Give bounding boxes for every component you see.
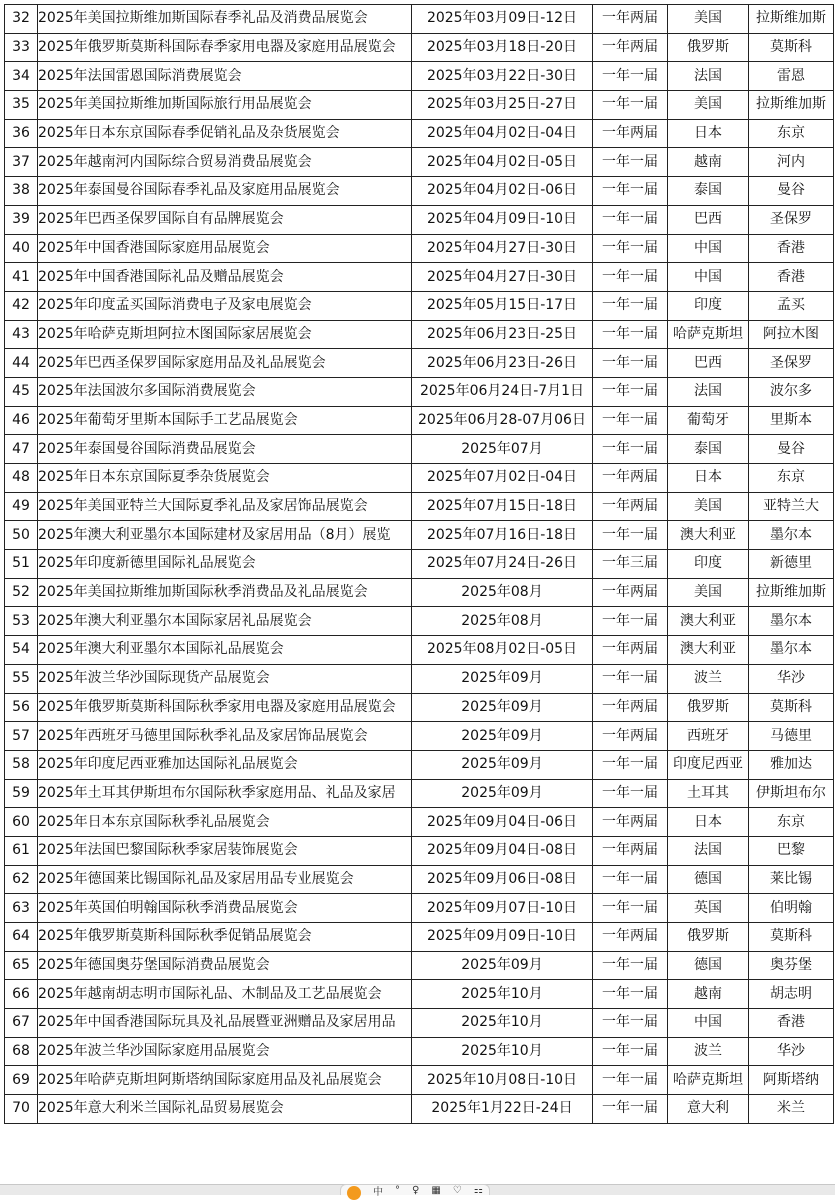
exhibition-date: 2025年04月02日-04日 bbox=[412, 119, 593, 148]
table-row bbox=[5, 693, 834, 722]
exhibition-date: 2025年06月23日-25日 bbox=[412, 320, 593, 349]
table-row bbox=[5, 894, 834, 923]
exhibition-name: 2025年日本东京国际夏季杂货展览会 bbox=[38, 464, 412, 493]
exhibition-country: 哈萨克斯坦 bbox=[668, 320, 749, 349]
table-row bbox=[5, 607, 834, 636]
table-row bbox=[5, 636, 834, 665]
exhibition-date: 2025年06月24日-7月1日 bbox=[412, 377, 593, 406]
exhibition-frequency: 一年一届 bbox=[593, 1095, 668, 1124]
exhibition-city: 墨尔本 bbox=[749, 607, 834, 636]
exhibition-country: 中国 bbox=[668, 263, 749, 292]
table-row bbox=[5, 205, 834, 234]
exhibition-frequency: 一年两届 bbox=[593, 119, 668, 148]
table-row bbox=[5, 492, 834, 521]
exhibition-country: 法国 bbox=[668, 62, 749, 91]
exhibition-city: 墨尔本 bbox=[749, 521, 834, 550]
row-number: 67 bbox=[5, 1009, 38, 1038]
exhibition-name: 2025年美国拉斯维加斯国际春季礼品及消费品展览会 bbox=[38, 5, 412, 34]
exhibition-country: 澳大利亚 bbox=[668, 607, 749, 636]
row-number: 66 bbox=[5, 980, 38, 1009]
exhibition-country: 印度 bbox=[668, 291, 749, 320]
table-row bbox=[5, 62, 834, 91]
exhibition-frequency: 一年一届 bbox=[593, 894, 668, 923]
exhibition-city: 东京 bbox=[749, 808, 834, 837]
exhibition-country: 土耳其 bbox=[668, 779, 749, 808]
exhibition-date: 2025年08月 bbox=[412, 607, 593, 636]
exhibition-date: 2025年09月 bbox=[412, 722, 593, 751]
exhibition-date: 2025年09月 bbox=[412, 750, 593, 779]
row-number: 38 bbox=[5, 177, 38, 206]
exhibition-name: 2025年哈萨克斯坦阿斯塔纳国际家庭用品及礼品展览会 bbox=[38, 1066, 412, 1095]
exhibition-frequency: 一年两届 bbox=[593, 636, 668, 665]
exhibition-country: 英国 bbox=[668, 894, 749, 923]
exhibition-frequency: 一年一届 bbox=[593, 377, 668, 406]
table-row bbox=[5, 923, 834, 952]
exhibition-city: 巴黎 bbox=[749, 836, 834, 865]
row-number: 52 bbox=[5, 578, 38, 607]
exhibition-date: 2025年03月18日-20日 bbox=[412, 33, 593, 62]
exhibition-country: 德国 bbox=[668, 865, 749, 894]
row-number: 35 bbox=[5, 91, 38, 120]
exhibition-name: 2025年泰国曼谷国际消费品展览会 bbox=[38, 435, 412, 464]
exhibition-name: 2025年法国巴黎国际秋季家居装饰展览会 bbox=[38, 836, 412, 865]
exhibition-date: 2025年09月09日-10日 bbox=[412, 923, 593, 952]
exhibition-date: 2025年03月25日-27日 bbox=[412, 91, 593, 120]
exhibition-frequency: 一年一届 bbox=[593, 951, 668, 980]
table-row bbox=[5, 119, 834, 148]
table-row bbox=[5, 808, 834, 837]
row-number: 42 bbox=[5, 291, 38, 320]
exhibition-country: 德国 bbox=[668, 951, 749, 980]
exhibition-frequency: 一年两届 bbox=[593, 578, 668, 607]
table-row bbox=[5, 722, 834, 751]
row-number: 43 bbox=[5, 320, 38, 349]
exhibition-name: 2025年越南胡志明市国际礼品、木制品及工艺品展览会 bbox=[38, 980, 412, 1009]
exhibition-city: 华沙 bbox=[749, 664, 834, 693]
exhibition-city: 伯明翰 bbox=[749, 894, 834, 923]
exhibition-name: 2025年澳大利亚墨尔本国际礼品展览会 bbox=[38, 636, 412, 665]
exhibition-date: 2025年1月22日-24日 bbox=[412, 1095, 593, 1124]
row-number: 48 bbox=[5, 464, 38, 493]
exhibition-name: 2025年俄罗斯莫斯科国际春季家用电器及家庭用品展览会 bbox=[38, 33, 412, 62]
exhibition-country: 波兰 bbox=[668, 1037, 749, 1066]
exhibition-date: 2025年09月06日-08日 bbox=[412, 865, 593, 894]
ime-tools-icon[interactable]: ⚏ bbox=[473, 1184, 483, 1196]
row-number: 34 bbox=[5, 62, 38, 91]
exhibition-name: 2025年法国波尔多国际消费展览会 bbox=[38, 377, 412, 406]
exhibition-city: 拉斯维加斯 bbox=[749, 5, 834, 34]
exhibition-city: 里斯本 bbox=[749, 406, 834, 435]
exhibition-name: 2025年美国亚特兰大国际夏季礼品及家居饰品展览会 bbox=[38, 492, 412, 521]
exhibition-country: 俄罗斯 bbox=[668, 923, 749, 952]
exhibition-country: 泰国 bbox=[668, 177, 749, 206]
exhibition-frequency: 一年一届 bbox=[593, 263, 668, 292]
exhibition-city: 雷恩 bbox=[749, 62, 834, 91]
exhibition-name: 2025年巴西圣保罗国际家庭用品及礼品展览会 bbox=[38, 349, 412, 378]
exhibition-city: 华沙 bbox=[749, 1037, 834, 1066]
exhibition-frequency: 一年一届 bbox=[593, 148, 668, 177]
ime-lang-toggle[interactable]: 中 bbox=[373, 1186, 383, 1198]
exhibition-country: 美国 bbox=[668, 91, 749, 120]
exhibition-city: 马德里 bbox=[749, 722, 834, 751]
table-row bbox=[5, 33, 834, 62]
row-number: 36 bbox=[5, 119, 38, 148]
row-number: 50 bbox=[5, 521, 38, 550]
row-number: 55 bbox=[5, 664, 38, 693]
exhibition-date: 2025年10月08日-10日 bbox=[412, 1066, 593, 1095]
exhibition-city: 圣保罗 bbox=[749, 205, 834, 234]
exhibition-city: 莫斯科 bbox=[749, 923, 834, 952]
exhibition-date: 2025年09月 bbox=[412, 779, 593, 808]
exhibition-city: 东京 bbox=[749, 464, 834, 493]
exhibition-frequency: 一年一届 bbox=[593, 607, 668, 636]
exhibition-frequency: 一年一届 bbox=[593, 62, 668, 91]
exhibition-country: 泰国 bbox=[668, 435, 749, 464]
table-row bbox=[5, 177, 834, 206]
table-row bbox=[5, 91, 834, 120]
ime-toolbar[interactable] bbox=[340, 1184, 490, 1198]
exhibition-city: 孟买 bbox=[749, 291, 834, 320]
exhibition-date: 2025年09月04日-06日 bbox=[412, 808, 593, 837]
exhibition-name: 2025年英国伯明翰国际秋季消费品展览会 bbox=[38, 894, 412, 923]
row-number: 53 bbox=[5, 607, 38, 636]
row-number: 56 bbox=[5, 693, 38, 722]
exhibition-date: 2025年07月02日-04日 bbox=[412, 464, 593, 493]
table-row bbox=[5, 1009, 834, 1038]
ime-logo-icon[interactable] bbox=[347, 1186, 361, 1200]
exhibition-frequency: 一年一届 bbox=[593, 664, 668, 693]
exhibition-city: 香港 bbox=[749, 1009, 834, 1038]
exhibition-city: 曼谷 bbox=[749, 177, 834, 206]
exhibition-name: 2025年葡萄牙里斯本国际手工艺品展览会 bbox=[38, 406, 412, 435]
exhibition-country: 西班牙 bbox=[668, 722, 749, 751]
exhibition-city: 阿拉木图 bbox=[749, 320, 834, 349]
table-row bbox=[5, 779, 834, 808]
row-number: 68 bbox=[5, 1037, 38, 1066]
exhibition-date: 2025年05月15日-17日 bbox=[412, 291, 593, 320]
exhibition-frequency: 一年一届 bbox=[593, 779, 668, 808]
exhibition-frequency: 一年一届 bbox=[593, 406, 668, 435]
exhibition-country: 中国 bbox=[668, 234, 749, 263]
exhibition-country: 印度尼西亚 bbox=[668, 750, 749, 779]
table-row bbox=[5, 320, 834, 349]
exhibition-date: 2025年04月27日-30日 bbox=[412, 234, 593, 263]
table-row bbox=[5, 5, 834, 34]
exhibition-date: 2025年04月02日-06日 bbox=[412, 177, 593, 206]
exhibition-date: 2025年07月15日-18日 bbox=[412, 492, 593, 521]
exhibition-city: 阿斯塔纳 bbox=[749, 1066, 834, 1095]
exhibition-date: 2025年07月24日-26日 bbox=[412, 550, 593, 579]
exhibition-name: 2025年波兰华沙国际现货产品展览会 bbox=[38, 664, 412, 693]
exhibition-name: 2025年西班牙马德里国际秋季礼品及家居饰品展览会 bbox=[38, 722, 412, 751]
row-number: 46 bbox=[5, 406, 38, 435]
exhibition-country: 波兰 bbox=[668, 664, 749, 693]
exhibition-country: 法国 bbox=[668, 836, 749, 865]
exhibition-date: 2025年09月 bbox=[412, 951, 593, 980]
exhibition-country: 日本 bbox=[668, 464, 749, 493]
exhibition-city: 东京 bbox=[749, 119, 834, 148]
exhibition-name: 2025年澳大利亚墨尔本国际家居礼品展览会 bbox=[38, 607, 412, 636]
exhibition-frequency: 一年两届 bbox=[593, 693, 668, 722]
row-number: 57 bbox=[5, 722, 38, 751]
row-number: 33 bbox=[5, 33, 38, 62]
row-number: 69 bbox=[5, 1066, 38, 1095]
exhibition-name: 2025年日本东京国际春季促销礼品及杂货展览会 bbox=[38, 119, 412, 148]
exhibition-country: 美国 bbox=[668, 492, 749, 521]
exhibition-country: 印度 bbox=[668, 550, 749, 579]
exhibition-city: 莫斯科 bbox=[749, 33, 834, 62]
ime-voice-icon[interactable]: ♀ bbox=[412, 1184, 420, 1196]
exhibition-date: 2025年08月 bbox=[412, 578, 593, 607]
exhibition-frequency: 一年两届 bbox=[593, 923, 668, 952]
exhibition-date: 2025年04月02日-05日 bbox=[412, 148, 593, 177]
table-row bbox=[5, 750, 834, 779]
exhibition-frequency: 一年一届 bbox=[593, 521, 668, 550]
exhibition-frequency: 一年一届 bbox=[593, 349, 668, 378]
exhibition-country: 美国 bbox=[668, 5, 749, 34]
exhibition-city: 胡志明 bbox=[749, 980, 834, 1009]
row-number: 62 bbox=[5, 865, 38, 894]
exhibition-date: 2025年09月 bbox=[412, 664, 593, 693]
exhibition-frequency: 一年一届 bbox=[593, 980, 668, 1009]
row-number: 45 bbox=[5, 377, 38, 406]
exhibition-name: 2025年波兰华沙国际家庭用品展览会 bbox=[38, 1037, 412, 1066]
exhibition-date: 2025年04月09日-10日 bbox=[412, 205, 593, 234]
exhibition-city: 河内 bbox=[749, 148, 834, 177]
row-number: 59 bbox=[5, 779, 38, 808]
exhibition-country: 越南 bbox=[668, 148, 749, 177]
table-row bbox=[5, 349, 834, 378]
exhibition-name: 2025年法国雷恩国际消费展览会 bbox=[38, 62, 412, 91]
exhibition-frequency: 一年两届 bbox=[593, 808, 668, 837]
exhibition-country: 越南 bbox=[668, 980, 749, 1009]
table-row bbox=[5, 664, 834, 693]
exhibition-country: 澳大利亚 bbox=[668, 636, 749, 665]
exhibition-frequency: 一年两届 bbox=[593, 722, 668, 751]
row-number: 70 bbox=[5, 1095, 38, 1124]
table-row bbox=[5, 406, 834, 435]
exhibition-city: 波尔多 bbox=[749, 377, 834, 406]
row-number: 44 bbox=[5, 349, 38, 378]
row-number: 49 bbox=[5, 492, 38, 521]
exhibition-date: 2025年06月23日-26日 bbox=[412, 349, 593, 378]
table-row bbox=[5, 464, 834, 493]
exhibition-name: 2025年俄罗斯莫斯科国际秋季家用电器及家庭用品展览会 bbox=[38, 693, 412, 722]
exhibition-frequency: 一年一届 bbox=[593, 750, 668, 779]
exhibition-frequency: 一年一届 bbox=[593, 1037, 668, 1066]
exhibition-date: 2025年08月02日-05日 bbox=[412, 636, 593, 665]
exhibition-date: 2025年09月04日-08日 bbox=[412, 836, 593, 865]
row-number: 60 bbox=[5, 808, 38, 837]
exhibition-city: 香港 bbox=[749, 234, 834, 263]
row-number: 54 bbox=[5, 636, 38, 665]
exhibition-name: 2025年印度尼西亚雅加达国际礼品展览会 bbox=[38, 750, 412, 779]
table-row bbox=[5, 148, 834, 177]
exhibition-name: 2025年意大利米兰国际礼品贸易展览会 bbox=[38, 1095, 412, 1124]
exhibition-date: 2025年04月27日-30日 bbox=[412, 263, 593, 292]
exhibition-city: 曼谷 bbox=[749, 435, 834, 464]
exhibition-country: 巴西 bbox=[668, 349, 749, 378]
row-number: 64 bbox=[5, 923, 38, 952]
exhibition-date: 2025年10月 bbox=[412, 980, 593, 1009]
exhibition-name: 2025年俄罗斯莫斯科国际秋季促销品展览会 bbox=[38, 923, 412, 952]
table-row bbox=[5, 1037, 834, 1066]
row-number: 40 bbox=[5, 234, 38, 263]
exhibition-frequency: 一年两届 bbox=[593, 836, 668, 865]
row-number: 65 bbox=[5, 951, 38, 980]
exhibition-frequency: 一年一届 bbox=[593, 177, 668, 206]
exhibition-frequency: 一年两届 bbox=[593, 33, 668, 62]
table-row bbox=[5, 263, 834, 292]
exhibition-city: 拉斯维加斯 bbox=[749, 91, 834, 120]
exhibition-frequency: 一年一届 bbox=[593, 865, 668, 894]
exhibition-city: 米兰 bbox=[749, 1095, 834, 1124]
exhibition-country: 日本 bbox=[668, 119, 749, 148]
exhibition-name: 2025年印度新德里国际礼品展览会 bbox=[38, 550, 412, 579]
exhibition-frequency: 一年一届 bbox=[593, 205, 668, 234]
exhibition-frequency: 一年三届 bbox=[593, 550, 668, 579]
row-number: 47 bbox=[5, 435, 38, 464]
table-row bbox=[5, 1095, 834, 1124]
exhibition-city: 莱比锡 bbox=[749, 865, 834, 894]
exhibition-name: 2025年越南河内国际综合贸易消费品展览会 bbox=[38, 148, 412, 177]
exhibition-city: 莫斯科 bbox=[749, 693, 834, 722]
exhibition-table bbox=[4, 4, 834, 1124]
exhibition-name: 2025年印度孟买国际消费电子及家电展览会 bbox=[38, 291, 412, 320]
table-row bbox=[5, 951, 834, 980]
row-number: 32 bbox=[5, 5, 38, 34]
exhibition-date: 2025年07月 bbox=[412, 435, 593, 464]
exhibition-name: 2025年德国莱比锡国际礼品及家居用品专业展览会 bbox=[38, 865, 412, 894]
exhibition-city: 雅加达 bbox=[749, 750, 834, 779]
exhibition-city: 圣保罗 bbox=[749, 349, 834, 378]
exhibition-date: 2025年10月 bbox=[412, 1009, 593, 1038]
table-row bbox=[5, 578, 834, 607]
exhibition-name: 2025年澳大利亚墨尔本国际建材及家居用品（8月）展览 bbox=[38, 521, 412, 550]
exhibition-frequency: 一年一届 bbox=[593, 1009, 668, 1038]
table-row bbox=[5, 291, 834, 320]
ime-keyboard-icon[interactable]: ▦ bbox=[431, 1184, 441, 1196]
table-row bbox=[5, 377, 834, 406]
table-row bbox=[5, 435, 834, 464]
exhibition-name: 2025年中国香港国际礼品及赠品展览会 bbox=[38, 263, 412, 292]
exhibition-country: 俄罗斯 bbox=[668, 33, 749, 62]
exhibition-frequency: 一年两届 bbox=[593, 5, 668, 34]
exhibition-city: 拉斯维加斯 bbox=[749, 578, 834, 607]
row-number: 37 bbox=[5, 148, 38, 177]
exhibition-country: 美国 bbox=[668, 578, 749, 607]
exhibition-frequency: 一年两届 bbox=[593, 492, 668, 521]
table-row bbox=[5, 1066, 834, 1095]
table-row bbox=[5, 836, 834, 865]
exhibition-country: 澳大利亚 bbox=[668, 521, 749, 550]
exhibition-frequency: 一年一届 bbox=[593, 320, 668, 349]
exhibition-frequency: 一年一届 bbox=[593, 234, 668, 263]
exhibition-country: 哈萨克斯坦 bbox=[668, 1066, 749, 1095]
row-number: 39 bbox=[5, 205, 38, 234]
exhibition-city: 亚特兰大 bbox=[749, 492, 834, 521]
exhibition-frequency: 一年一届 bbox=[593, 1066, 668, 1095]
ime-skin-icon[interactable]: ♡ bbox=[452, 1184, 462, 1196]
table-row bbox=[5, 550, 834, 579]
table-row bbox=[5, 865, 834, 894]
exhibition-date: 2025年10月 bbox=[412, 1037, 593, 1066]
exhibition-frequency: 一年一届 bbox=[593, 291, 668, 320]
row-number: 58 bbox=[5, 750, 38, 779]
exhibition-frequency: 一年一届 bbox=[593, 435, 668, 464]
exhibition-country: 法国 bbox=[668, 377, 749, 406]
exhibition-country: 俄罗斯 bbox=[668, 693, 749, 722]
exhibition-city: 新德里 bbox=[749, 550, 834, 579]
exhibition-country: 巴西 bbox=[668, 205, 749, 234]
table-row bbox=[5, 980, 834, 1009]
exhibition-country: 中国 bbox=[668, 1009, 749, 1038]
exhibition-country: 意大利 bbox=[668, 1095, 749, 1124]
row-number: 51 bbox=[5, 550, 38, 579]
ime-punct-icon[interactable]: ° bbox=[395, 1184, 400, 1196]
exhibition-date: 2025年09月 bbox=[412, 693, 593, 722]
exhibition-country: 葡萄牙 bbox=[668, 406, 749, 435]
exhibition-frequency: 一年两届 bbox=[593, 464, 668, 493]
exhibition-city: 墨尔本 bbox=[749, 636, 834, 665]
exhibition-name: 2025年日本东京国际秋季礼品展览会 bbox=[38, 808, 412, 837]
row-number: 61 bbox=[5, 836, 38, 865]
row-number: 63 bbox=[5, 894, 38, 923]
exhibition-date: 2025年07月16日-18日 bbox=[412, 521, 593, 550]
exhibition-name: 2025年土耳其伊斯坦布尔国际秋季家庭用品、礼品及家居 bbox=[38, 779, 412, 808]
exhibition-name: 2025年美国拉斯维加斯国际旅行用品展览会 bbox=[38, 91, 412, 120]
exhibition-name: 2025年德国奥芬堡国际消费品展览会 bbox=[38, 951, 412, 980]
exhibition-date: 2025年06月28-07月06日 bbox=[412, 406, 593, 435]
exhibition-frequency: 一年一届 bbox=[593, 91, 668, 120]
exhibition-name: 2025年哈萨克斯坦阿拉木图国际家居展览会 bbox=[38, 320, 412, 349]
exhibition-name: 2025年中国香港国际家庭用品展览会 bbox=[38, 234, 412, 263]
exhibition-name: 2025年泰国曼谷国际春季礼品及家庭用品展览会 bbox=[38, 177, 412, 206]
exhibition-name: 2025年巴西圣保罗国际自有品牌展览会 bbox=[38, 205, 412, 234]
row-number: 41 bbox=[5, 263, 38, 292]
exhibition-date: 2025年03月22日-30日 bbox=[412, 62, 593, 91]
exhibition-city: 奥芬堡 bbox=[749, 951, 834, 980]
exhibition-date: 2025年03月09日-12日 bbox=[412, 5, 593, 34]
exhibition-name: 2025年中国香港国际玩具及礼品展暨亚洲赠品及家居用品 bbox=[38, 1009, 412, 1038]
exhibition-country: 日本 bbox=[668, 808, 749, 837]
exhibition-date: 2025年09月07日-10日 bbox=[412, 894, 593, 923]
table-row bbox=[5, 521, 834, 550]
exhibition-city: 香港 bbox=[749, 263, 834, 292]
exhibition-city: 伊斯坦布尔 bbox=[749, 779, 834, 808]
table-row bbox=[5, 234, 834, 263]
exhibition-name: 2025年美国拉斯维加斯国际秋季消费品及礼品展览会 bbox=[38, 578, 412, 607]
